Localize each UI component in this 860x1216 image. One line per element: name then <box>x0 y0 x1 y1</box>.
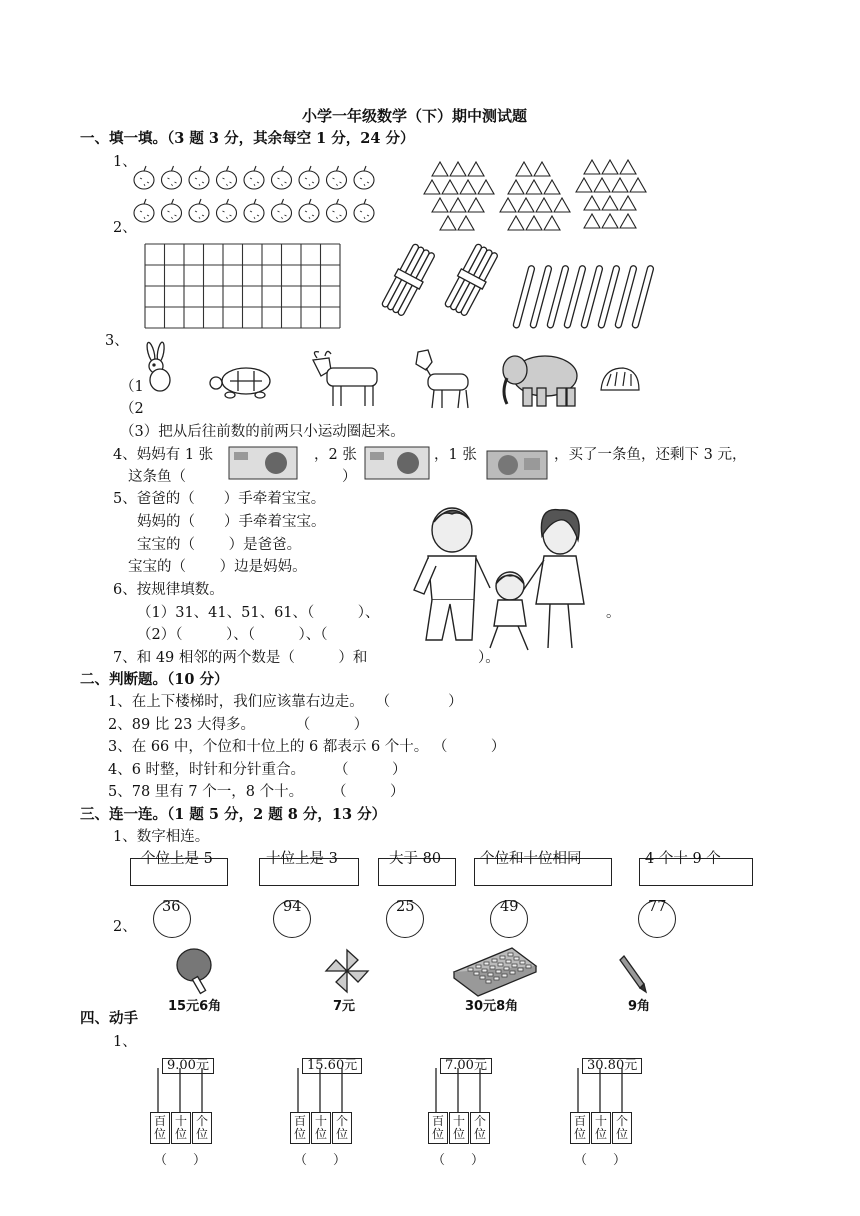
apple-icon <box>299 199 319 222</box>
triangle-icon <box>508 216 524 230</box>
question-1-3-2: （2 <box>120 401 144 417</box>
triangle-icon <box>468 198 484 212</box>
calculator-icon <box>450 944 540 996</box>
triangle-icon <box>602 196 618 210</box>
number-circle-1-value: 36 <box>162 899 181 915</box>
section-4-heading: 四、动手 <box>80 1010 138 1027</box>
match-box-2-label: 十位上是 3 <box>266 851 338 867</box>
section-2-heading: 二、判断题。（10 分） <box>80 671 229 688</box>
number-circle-3-value: 25 <box>396 899 415 915</box>
family-illustration <box>410 500 600 665</box>
question-1-5-line-1: 5、爸爸的（ ）手牵着宝宝。 <box>113 491 326 507</box>
question-1-6-sequence-2: （2）（ ）、（ ）、（ <box>137 627 328 643</box>
apple-icon <box>327 199 347 222</box>
triangle-icon <box>450 198 466 212</box>
section-3-heading: 三、连一连。（1 题 5 分，2 题 8 分，13 分） <box>80 806 387 823</box>
abacus-price-tag: 30.80元 <box>582 1058 642 1074</box>
matching-question-2-label: 2、 <box>113 919 137 935</box>
place-value-label: 十 位 <box>591 1112 611 1144</box>
apple-icon <box>217 166 237 189</box>
pinwheel-icon <box>324 948 370 994</box>
hundred-grid <box>143 242 343 332</box>
number-circle-2-value: 94 <box>283 899 302 915</box>
judgment-item-4: 4、6 时整，时针和分针重合。 （ ） <box>108 762 407 778</box>
triangle-icon <box>630 178 646 192</box>
triangle-icon <box>536 198 552 212</box>
question-1-3-label: 3、 <box>105 333 129 349</box>
pencil-price: 9角 <box>628 999 651 1014</box>
pencil-icon <box>620 954 650 994</box>
apple-icon <box>244 199 264 222</box>
question-1-5-line-4: 宝宝的（ ）边是妈妈。 <box>128 559 307 575</box>
match-box-5-label: 4 个十 9 个 <box>645 851 721 867</box>
place-value-label: 十 位 <box>171 1112 191 1144</box>
place-value-label: 百 位 <box>150 1112 170 1144</box>
match-box-4-label: 个位和十位相同 <box>480 851 582 867</box>
rabbit-icon <box>140 348 180 398</box>
place-value-label: 个 位 <box>470 1112 490 1144</box>
judgment-item-5: 5、78 里有 7 个一，8 个十。 （ ） <box>108 784 405 800</box>
triangle-icon <box>450 162 466 176</box>
triangle-icon <box>620 214 636 228</box>
loose-sticks-illustration <box>505 262 655 332</box>
triangle-icon <box>584 196 600 210</box>
triangle-icon <box>432 198 448 212</box>
triangle-icon <box>576 178 592 192</box>
apple-icon <box>189 199 209 222</box>
apple-icon <box>162 166 182 189</box>
abacus-answer: （ ） <box>154 1153 207 1168</box>
section-4-question-1-label: 1、 <box>113 1034 137 1050</box>
triangle-icon <box>602 214 618 228</box>
place-value-label: 百 位 <box>428 1112 448 1144</box>
triangles-illustration <box>418 162 648 237</box>
triangle-icon <box>440 216 456 230</box>
triangle-icon <box>424 180 440 194</box>
apple-icon <box>354 166 374 189</box>
triangle-icon <box>584 160 600 174</box>
calculator-price: 30元8角 <box>465 999 519 1014</box>
triangle-icon <box>468 162 484 176</box>
place-value-label: 个 位 <box>192 1112 212 1144</box>
judgment-item-1: 1、在上下楼梯时，我们应该靠右边走。 （ ） <box>108 694 463 710</box>
triangle-icon <box>534 162 550 176</box>
apple-icon <box>134 166 154 189</box>
apple-icon <box>244 166 264 189</box>
abacus-price-tag: 15.60元 <box>302 1058 362 1074</box>
triangle-icon <box>620 196 636 210</box>
triangle-icon <box>554 198 570 212</box>
goat-icon <box>305 350 385 410</box>
triangle-icon <box>620 160 636 174</box>
apple-icon <box>217 199 237 222</box>
section-1-heading: 一、填一填。（3 题 3 分，其余每空 1 分，24 分） <box>80 130 415 147</box>
triangle-icon <box>478 180 494 194</box>
apple-icon <box>354 199 374 222</box>
triangle-icon <box>500 198 516 212</box>
triangle-icon <box>458 216 474 230</box>
number-circle-4-value: 49 <box>500 899 519 915</box>
judgment-item-3: 3、在 66 中，个位和十位上的 6 都表示 6 个十。 （ ） <box>108 739 506 755</box>
pinwheel-price: 7元 <box>333 999 356 1014</box>
page-title: 小学一年级数学（下）期中测试题 <box>302 107 528 125</box>
triangle-icon <box>526 180 542 194</box>
paddle-price: 15元6角 <box>168 999 222 1014</box>
question-1-7-part-b: ）。 <box>478 650 500 666</box>
abacus-answer: （ ） <box>294 1153 347 1168</box>
apple-icon <box>327 166 347 189</box>
apple-icon <box>189 166 209 189</box>
place-value-label: 十 位 <box>449 1112 469 1144</box>
question-1-7-part-a: 7、和 49 相邻的两个数是（ ）和 <box>113 650 368 666</box>
triangle-icon <box>544 216 560 230</box>
triangle-icon <box>508 180 524 194</box>
triangle-icon <box>432 162 448 176</box>
question-1-4-part-d: ，买了一条鱼，还剩下 3 元， <box>554 447 747 463</box>
apples-illustration <box>130 164 400 234</box>
horse-icon <box>410 348 475 410</box>
one-yuan-banknote-icon <box>486 450 548 480</box>
abacus-price-tag: 9.00元 <box>162 1058 214 1074</box>
abacus-answer: （ ） <box>574 1153 627 1168</box>
place-value-label: 百 位 <box>290 1112 310 1144</box>
hedgehog-icon <box>597 364 642 399</box>
stick-bundles-illustration <box>378 248 508 328</box>
question-1-4-part-a: 4、妈妈有 1 张 <box>113 447 214 463</box>
question-1-4-part-c: ，1 张 <box>434 447 477 463</box>
question-1-3-3: （3）把从后往前数的前两只小运动圈起来。 <box>120 424 405 440</box>
number-circle-5-value: 77 <box>648 899 667 915</box>
ping-pong-paddle-icon <box>172 945 222 995</box>
triangle-icon <box>516 162 532 176</box>
five-yuan-banknote-icon <box>364 446 430 480</box>
judgment-item-2: 2、89 比 23 大得多。 （ ） <box>108 717 369 733</box>
triangle-icon <box>544 180 560 194</box>
question-1-4-part-f: ） <box>342 469 357 485</box>
apple-icon <box>162 199 182 222</box>
turtle-icon <box>208 365 278 400</box>
triangle-icon <box>518 198 534 212</box>
place-value-label: 个 位 <box>332 1112 352 1144</box>
place-value-label: 个 位 <box>612 1112 632 1144</box>
apple-icon <box>299 166 319 189</box>
match-box-1-label: 个位上是 5 <box>141 851 213 867</box>
triangle-icon <box>594 178 610 192</box>
triangle-icon <box>460 180 476 194</box>
elephant-icon <box>497 348 582 408</box>
triangle-icon <box>612 178 628 192</box>
abacus-price-tag: 7.00元 <box>440 1058 492 1074</box>
matching-question-1-label: 1、数字相连。 <box>113 829 210 845</box>
triangle-icon <box>584 214 600 228</box>
apple-icon <box>134 199 154 222</box>
question-1-4-part-b: ，2 张 <box>314 447 357 463</box>
question-1-6-sequence-1: （1）31、41、51、61、（ ）、 <box>137 605 380 621</box>
question-1-6-sequence-1-end: 。 <box>606 605 621 621</box>
question-1-6-label: 6、按规律填数。 <box>113 582 224 598</box>
place-value-label: 十 位 <box>311 1112 331 1144</box>
ten-yuan-banknote-icon <box>228 446 298 480</box>
question-1-4-part-e: 这条鱼（ <box>128 469 186 485</box>
triangle-icon <box>442 180 458 194</box>
abacus-answer: （ ） <box>432 1153 485 1168</box>
question-1-5-line-2: 妈妈的（ ）手牵着宝宝。 <box>137 514 326 530</box>
triangle-icon <box>602 160 618 174</box>
triangle-icon <box>526 216 542 230</box>
apple-icon <box>272 199 292 222</box>
question-1-5-line-3: 宝宝的（ ）是爸爸。 <box>137 537 302 553</box>
match-box-3-label: 大于 80 <box>389 851 442 867</box>
apple-icon <box>272 166 292 189</box>
place-value-label: 百 位 <box>570 1112 590 1144</box>
question-1-3-1: （1 <box>120 379 144 395</box>
question-1-1-label: 1、 <box>113 154 137 170</box>
question-1-2-label: 2、 <box>113 220 137 236</box>
